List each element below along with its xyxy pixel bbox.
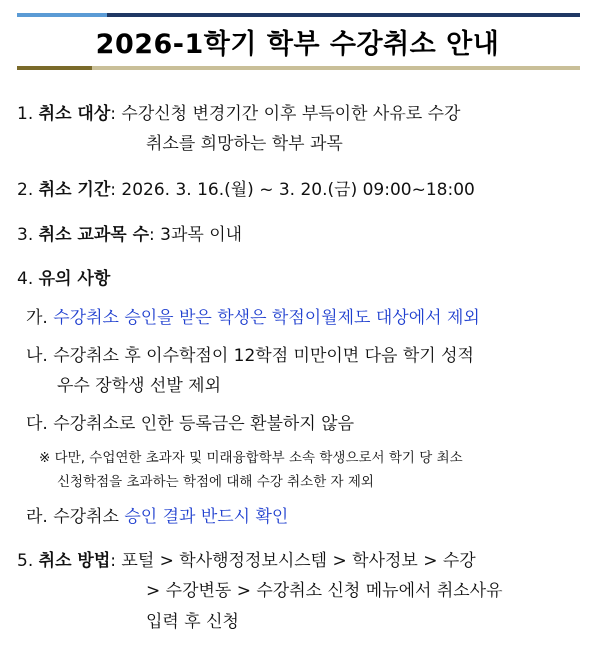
item-period: 2. 취소 기간: 2026. 3. 16.(월) ~ 3. 20.(금) 09:00~18:00 <box>17 180 475 200</box>
header-bottom-bar-accent <box>17 66 92 70</box>
header-bottom-bar-main <box>92 66 580 70</box>
item-number: 1. <box>17 104 34 124</box>
item-target-continuation: 취소를 희망하는 학부 과목 <box>146 134 343 154</box>
item-label: 취소 대상 <box>38 104 111 124</box>
reference-mark: ※ <box>39 450 51 466</box>
item-notes <box>17 269 110 289</box>
item-number: 2. <box>17 180 34 200</box>
header-top-bar-accent <box>17 13 107 17</box>
page-title: 2026-1학기 학부 수강취소 안내 <box>95 29 500 60</box>
header-top-bar <box>17 13 580 17</box>
item-method-continuation-1: > 수강변동 > 수강취소 신청 메뉴에서 취소사유 <box>146 581 503 601</box>
note-ra <box>26 507 288 527</box>
item-limit: 3. 취소 교과목 수: 3과목 이내 <box>17 225 243 245</box>
note-na <box>26 346 474 366</box>
item-text: 포털 > 학사행정정보시스템 > 학사정보 > 수강 <box>121 551 476 571</box>
item-label: 유의 사항 <box>38 269 111 289</box>
item-target: 1. 취소 대상: 수강신청 변경기간 이후 부득이한 사유로 수강 <box>17 104 461 124</box>
note-da-sub-continuation: 신청학점을 초과하는 학점에 대해 수강 취소한 자 제외 <box>57 474 374 490</box>
item-label: 취소 방법 <box>38 551 111 571</box>
note-da-sub <box>39 448 463 468</box>
item-label: 취소 교과목 수 <box>38 225 150 245</box>
note-text: 수강취소로 인한 등록금은 환불하지 않음 <box>53 414 355 434</box>
item-text: 2026. 3. 16.(월) ~ 3. 20.(금) 09:00~18:00 <box>121 180 475 200</box>
note-sub-text: 다만, 수업연한 초과자 및 미래융합학부 소속 학생으로서 학기 당 최소 <box>54 450 463 466</box>
note-marker: 나. <box>26 346 48 366</box>
item-number: 4. <box>17 269 34 289</box>
note-da <box>26 414 354 434</box>
note-text: 수강취소 <box>53 507 119 527</box>
item-number: 5. <box>17 551 34 571</box>
header-top-bar-main <box>107 13 580 17</box>
note-ga <box>26 308 480 328</box>
note-text-highlight: 승인 결과 반드시 확인 <box>124 507 289 527</box>
item-label: 취소 기간 <box>38 180 111 200</box>
item-method-continuation-2: 입력 후 신청 <box>146 612 239 632</box>
note-text-highlight: 수강취소 승인을 받은 학생은 학점이월제도 대상에서 제외 <box>53 308 480 328</box>
item-text: 수강신청 변경기간 이후 부득이한 사유로 수강 <box>121 104 461 124</box>
item-method: 5. 취소 방법: 포털 > 학사행정정보시스템 > 학사정보 > 수강 <box>17 551 476 571</box>
note-na-continuation: 우수 장학생 선발 제외 <box>57 376 222 396</box>
note-text: 수강취소 후 이수학점이 12학점 미만이면 다음 학기 성적 <box>53 346 474 366</box>
item-number: 3. <box>17 225 34 245</box>
note-marker: 다. <box>26 414 48 434</box>
item-text: 3과목 이내 <box>160 225 243 245</box>
note-marker: 가. <box>26 308 48 328</box>
header-bottom-bar <box>17 66 580 70</box>
note-marker: 라. <box>26 507 48 527</box>
